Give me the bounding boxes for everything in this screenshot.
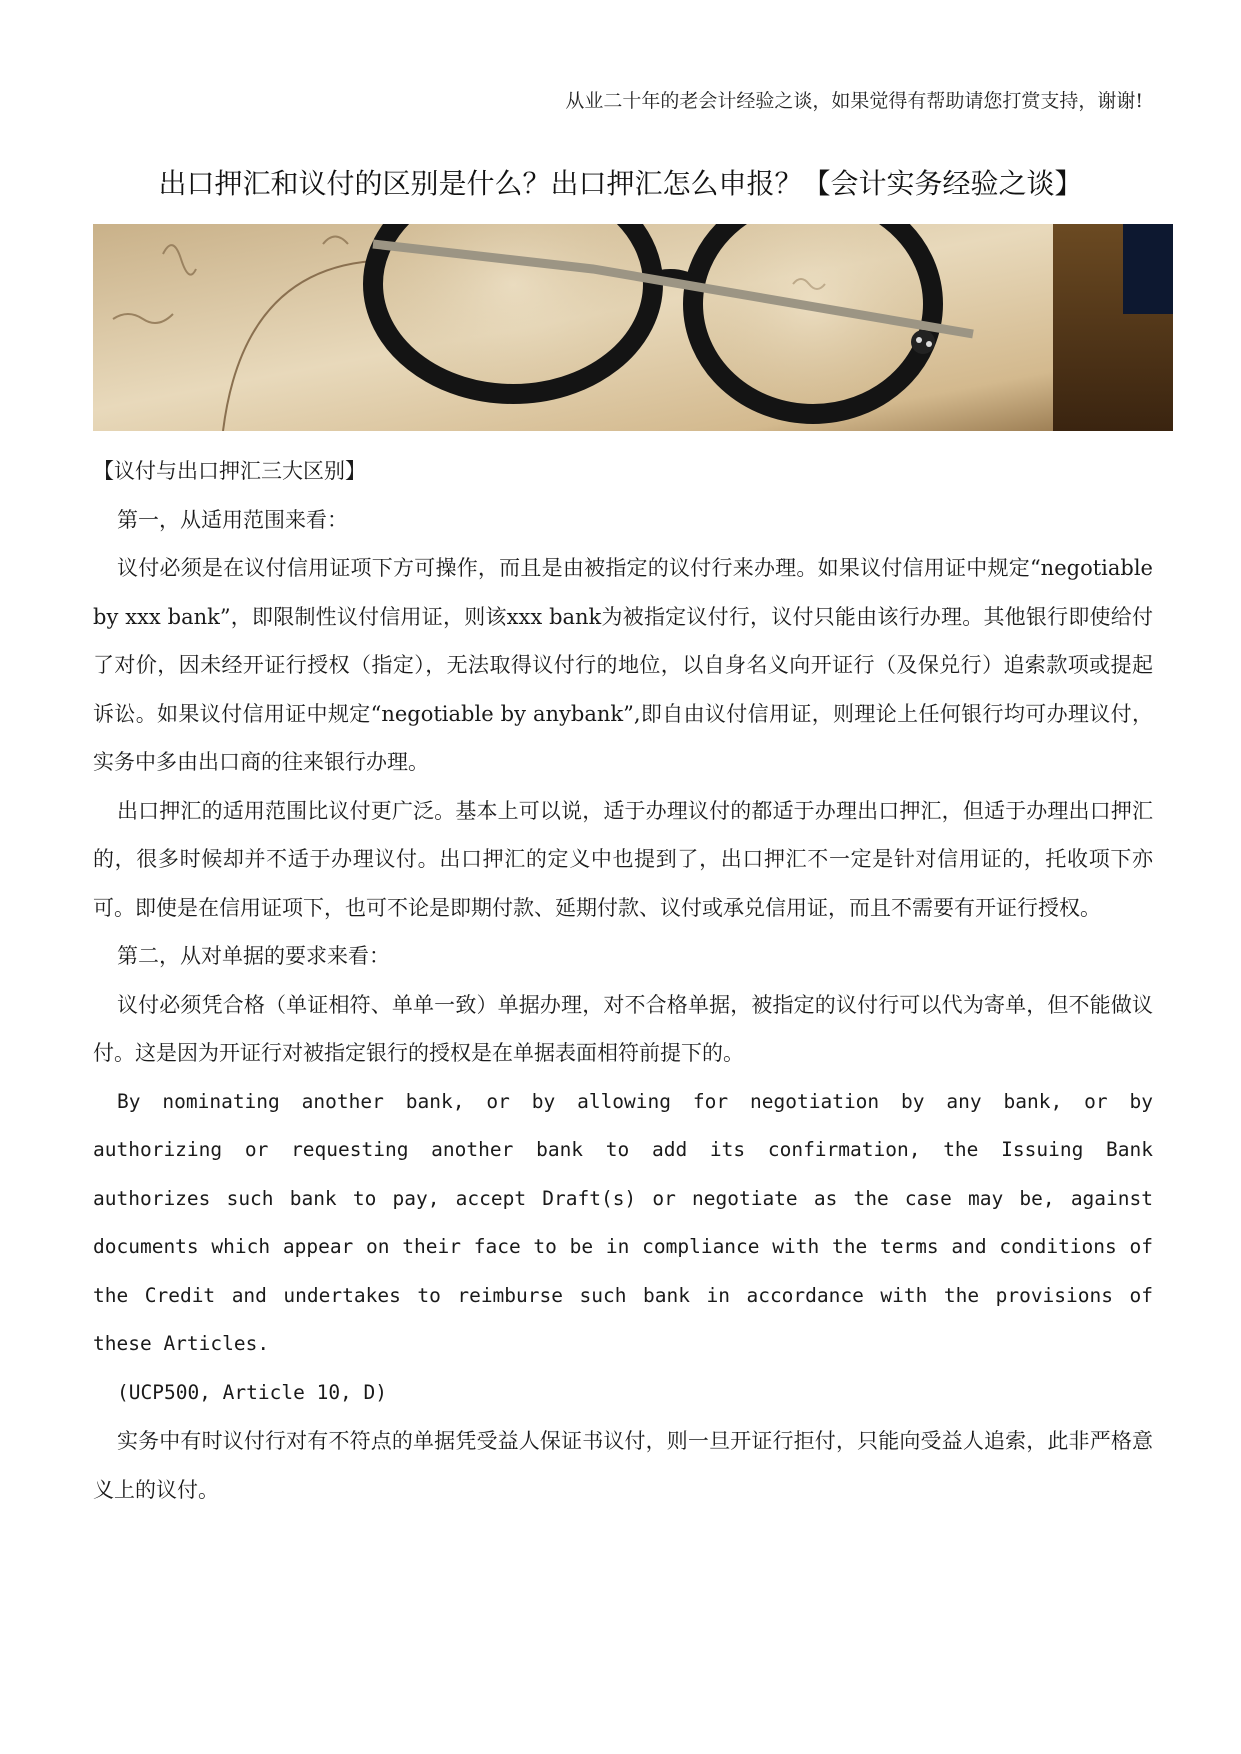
paragraph-negotiation-scope: 议付必须是在议付信用证项下方可操作，而且是由被指定的议付行来办理。如果议付信用证中规定“negotiable by xxx bank”，即限制性议付信用证，则该xxx bank为被指定议付行，议付只能由该行办理。其他银行即使给付了对价，因未经开证行授权（指定），无法取得议付行的地位，以自身名义向开证行（及保兑行）追索款项或提起诉讼。如果议付信用证中规定“negotiable by anybank”,即自由议付信用证，则理论上任何银行均可办理议付，实务中多由出口商的往来银行办理。 (93, 556, 1153, 774)
subheading-scope: 第一，从适用范围来看： (117, 507, 348, 532)
paragraph-documents: 议付必须凭合格（单证相符、单单一致）单据办理，对不合格单据，被指定的议付行可以代为寄单，但不能做议付。这是因为开证行对被指定银行的授权是在单据表面相符前提下的。 (93, 992, 1153, 1065)
article-body (93, 447, 1153, 1514)
header-note: 从业二十年的老会计经验之谈，如果觉得有帮助请您打赏支持，谢谢! (565, 90, 1143, 112)
paragraph-practice-note: 实务中有时议付行对有不符点的单据凭受益人保证书议付，则一旦开证行拒付，只能向受益人追索，此非严格意义上的议付。 (93, 1429, 1153, 1502)
eyeglasses-photo-icon (93, 224, 1173, 431)
paragraph-export-bill-scope: 出口押汇的适用范围比议付更广泛。基本上可以说，适于办理议付的都适于办理出口押汇，但适于办理出口押汇的，很多时候却并不适于办理议付。出口押汇的定义中也提到了，出口押汇不一定是针对信用证的，托收项下亦可。即使是在信用证项下，也可不论是即期付款、延期付款、议付或承兑信用证，而且不需要有开证行授权。 (93, 798, 1153, 920)
page-title: 出口押汇和议付的区别是什么？出口押汇怎么申报？【会计实务经验之谈】 (158, 167, 1083, 200)
citation: (UCP500, Article 10, D) (117, 1380, 388, 1404)
banner-image (93, 224, 1173, 431)
section-heading: 【议付与出口押汇三大区别】 (93, 459, 366, 483)
paragraph-english-quote: By nominating another bank, or by allowing for negotiation by any bank, or by authorizing or requesting another bank to add its confirmation, the Issuing Bank authorizes such bank to pay, accept Draft(s) or negotiate as the case may be, against documents which appear on their face to be in compliance with the terms and conditions of the Credit and undertakes to reimburse such bank in accordance with the provisions of these Articles. (93, 1089, 1153, 1355)
subheading-documents: 第二，从对单据的要求来看： (117, 944, 390, 968)
